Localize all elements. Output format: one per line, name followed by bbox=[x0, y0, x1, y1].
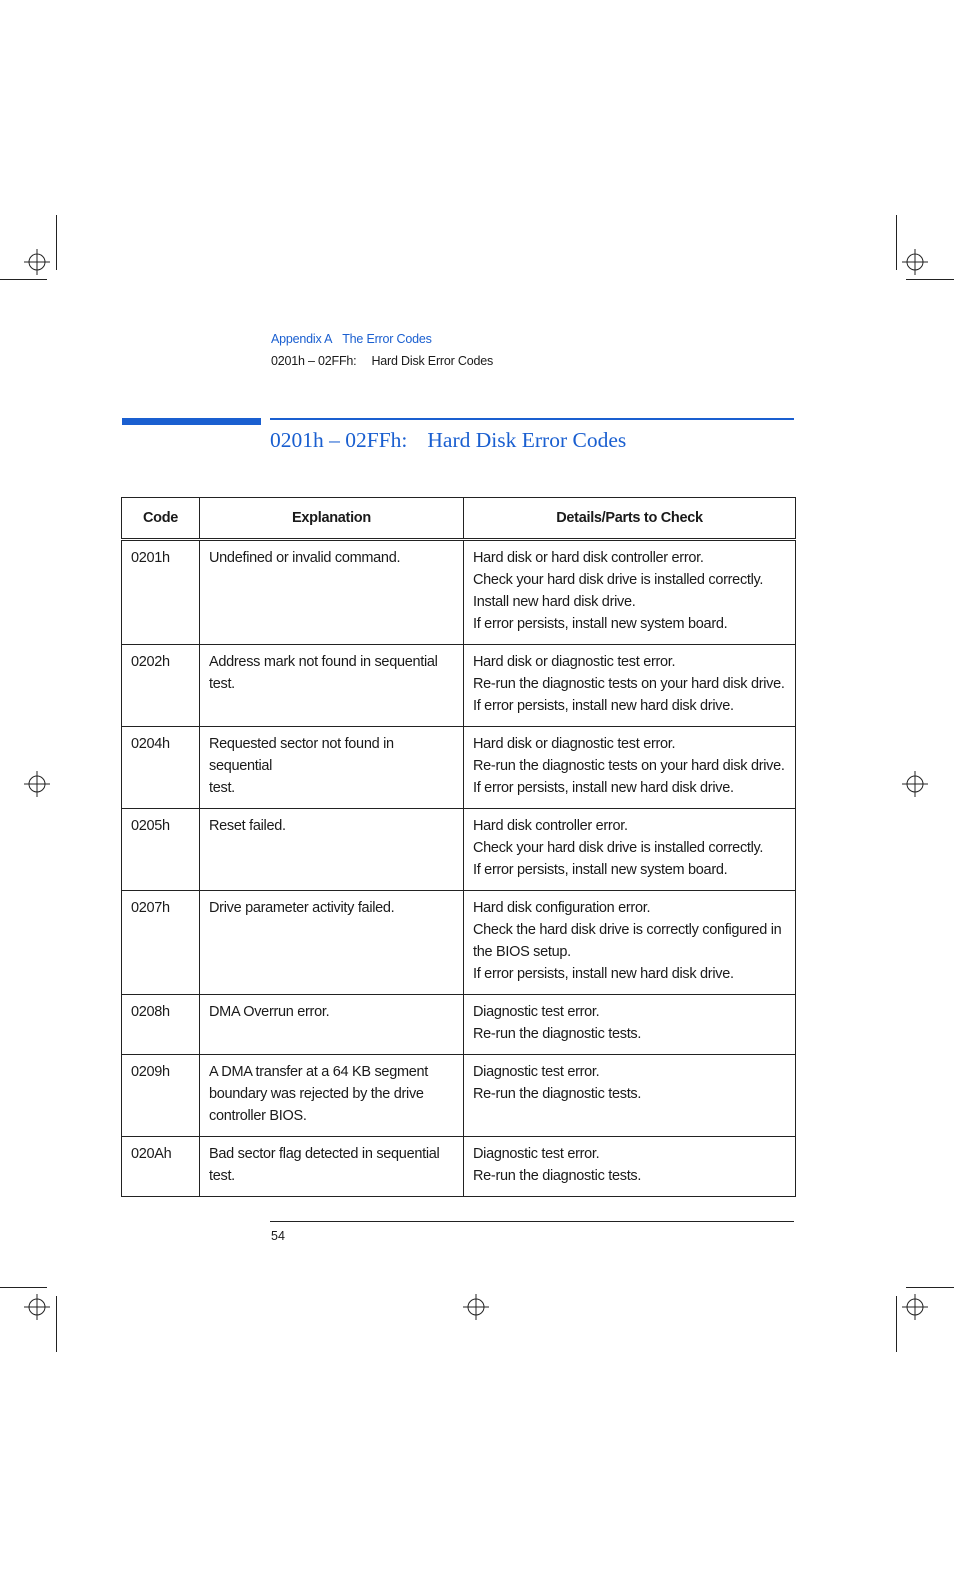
explanation-line: Requested sector not found in sequential bbox=[209, 736, 394, 774]
error-code-cell: 0201h bbox=[122, 540, 200, 645]
details-line: Re-run the diagnostic tests. bbox=[473, 1168, 642, 1184]
details-cell bbox=[464, 645, 796, 727]
crop-mark-bottom-right-horizontal bbox=[906, 1287, 954, 1288]
explanation-line: Bad sector flag detected in sequential bbox=[209, 1146, 440, 1162]
details-line: Hard disk configuration error. bbox=[473, 900, 651, 916]
details-cell bbox=[464, 995, 796, 1055]
column-header-details: Details/Parts to Check bbox=[464, 498, 796, 540]
header-subtitle bbox=[271, 350, 493, 372]
details-line: Hard disk or diagnostic test error. bbox=[473, 736, 676, 752]
table-row bbox=[122, 891, 796, 995]
explanation-line: test. bbox=[209, 676, 235, 692]
details-line: Install new hard disk drive. bbox=[473, 594, 636, 610]
error-code-cell: 0207h bbox=[122, 891, 200, 995]
details-line: Diagnostic test error. bbox=[473, 1064, 600, 1080]
crop-mark-top-left-vertical bbox=[56, 215, 57, 270]
footer-rule bbox=[270, 1221, 794, 1222]
error-code-cell: 0202h bbox=[122, 645, 200, 727]
breadcrumb bbox=[271, 328, 493, 350]
explanation-line: Drive parameter activity failed. bbox=[209, 900, 395, 916]
details-cell bbox=[464, 1055, 796, 1137]
details-line: Check your hard disk drive is installed correctly. bbox=[473, 840, 764, 856]
registration-mark-icon bbox=[24, 249, 50, 275]
explanation-cell bbox=[200, 891, 464, 995]
error-code-table bbox=[121, 497, 796, 1197]
table-row bbox=[122, 1055, 796, 1137]
page-number: 54 bbox=[271, 1229, 285, 1243]
error-code-cell: 0204h bbox=[122, 727, 200, 809]
explanation-line: test. bbox=[209, 1168, 235, 1184]
header-topic: Hard Disk Error Codes bbox=[371, 354, 493, 368]
explanation-line: A DMA transfer at a 64 KB segment bbox=[209, 1064, 428, 1080]
details-line: Check your hard disk drive is installed correctly. bbox=[473, 572, 764, 588]
details-line: the BIOS setup. bbox=[473, 944, 571, 960]
registration-mark-icon bbox=[24, 1294, 50, 1320]
column-header-code: Code bbox=[122, 498, 200, 540]
table-row bbox=[122, 809, 796, 891]
explanation-line: test. bbox=[209, 780, 235, 796]
explanation-cell bbox=[200, 645, 464, 727]
details-line: Hard disk or diagnostic test error. bbox=[473, 654, 676, 670]
table-row bbox=[122, 727, 796, 809]
details-line: Re-run the diagnostic tests on your hard disk drive. bbox=[473, 758, 785, 774]
details-line: If error persists, install new system board. bbox=[473, 862, 728, 878]
explanation-line: Reset failed. bbox=[209, 818, 286, 834]
explanation-cell bbox=[200, 809, 464, 891]
crop-mark-bottom-left-vertical bbox=[56, 1296, 57, 1352]
error-code-cell: 0205h bbox=[122, 809, 200, 891]
breadcrumb-appendix: Appendix A bbox=[271, 332, 333, 346]
table-row bbox=[122, 645, 796, 727]
crop-mark-bottom-right-vertical bbox=[896, 1296, 897, 1352]
details-line: Re-run the diagnostic tests on your hard disk drive. bbox=[473, 676, 785, 692]
details-cell bbox=[464, 727, 796, 809]
error-code-cell: 020Ah bbox=[122, 1137, 200, 1197]
page-title-text: Hard Disk Error Codes bbox=[427, 428, 627, 452]
page-title bbox=[270, 428, 626, 453]
details-cell bbox=[464, 891, 796, 995]
explanation-cell bbox=[200, 727, 464, 809]
crop-mark-top-left-horizontal bbox=[0, 279, 47, 280]
details-line: If error persists, install new hard disk drive. bbox=[473, 698, 734, 714]
details-line: If error persists, install new hard disk drive. bbox=[473, 780, 734, 796]
crop-mark-top-right-horizontal bbox=[906, 279, 954, 280]
registration-mark-icon bbox=[463, 1294, 489, 1320]
details-cell bbox=[464, 1137, 796, 1197]
details-cell bbox=[464, 809, 796, 891]
registration-mark-icon bbox=[902, 249, 928, 275]
explanation-line: controller BIOS. bbox=[209, 1108, 307, 1124]
error-code-cell: 0209h bbox=[122, 1055, 200, 1137]
explanation-line: Undefined or invalid command. bbox=[209, 550, 401, 566]
details-line: If error persists, install new system board. bbox=[473, 616, 728, 632]
running-header bbox=[271, 328, 493, 372]
details-cell bbox=[464, 540, 796, 645]
header-range: 0201h – 02FFh: bbox=[271, 354, 357, 368]
details-line: Re-run the diagnostic tests. bbox=[473, 1026, 642, 1042]
registration-mark-icon bbox=[902, 1294, 928, 1320]
column-header-explanation: Explanation bbox=[200, 498, 464, 540]
table-row bbox=[122, 540, 796, 645]
explanation-line: boundary was rejected by the drive bbox=[209, 1086, 424, 1102]
details-line: Re-run the diagnostic tests. bbox=[473, 1086, 642, 1102]
explanation-cell bbox=[200, 1137, 464, 1197]
registration-mark-icon bbox=[24, 771, 50, 797]
registration-mark-icon bbox=[902, 771, 928, 797]
details-line: If error persists, install new hard disk drive. bbox=[473, 966, 734, 982]
explanation-cell bbox=[200, 1055, 464, 1137]
crop-mark-top-right-vertical bbox=[896, 215, 897, 270]
error-code-cell: 0208h bbox=[122, 995, 200, 1055]
table-row bbox=[122, 1137, 796, 1197]
crop-mark-bottom-left-horizontal bbox=[0, 1287, 47, 1288]
explanation-line: Address mark not found in sequential bbox=[209, 654, 438, 670]
title-rule bbox=[270, 418, 794, 420]
title-accent-bar bbox=[122, 418, 261, 425]
details-line: Diagnostic test error. bbox=[473, 1146, 600, 1162]
explanation-line: DMA Overrun error. bbox=[209, 1004, 330, 1020]
explanation-cell bbox=[200, 540, 464, 645]
details-line: Hard disk controller error. bbox=[473, 818, 628, 834]
table-header-row bbox=[122, 498, 796, 540]
page-title-range: 0201h – 02FFh: bbox=[270, 428, 408, 452]
table-row bbox=[122, 995, 796, 1055]
explanation-cell bbox=[200, 995, 464, 1055]
details-line: Check the hard disk drive is correctly configured in bbox=[473, 922, 782, 938]
breadcrumb-chapter: The Error Codes bbox=[342, 332, 432, 346]
details-line: Hard disk or hard disk controller error. bbox=[473, 550, 704, 566]
details-line: Diagnostic test error. bbox=[473, 1004, 600, 1020]
